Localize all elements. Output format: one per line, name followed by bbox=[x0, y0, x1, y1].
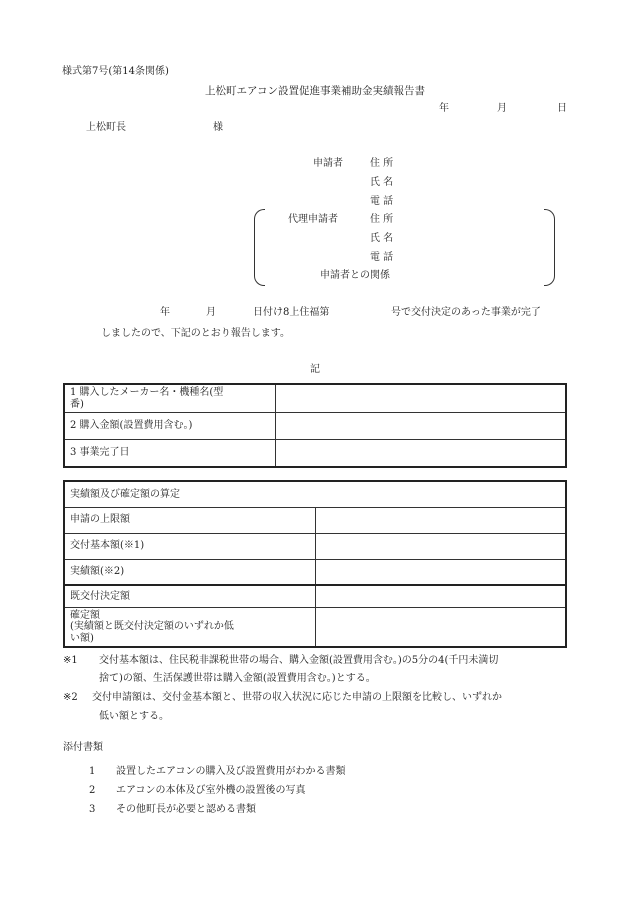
note-text: 低い額とする。 bbox=[99, 711, 169, 722]
bracket-right bbox=[544, 209, 555, 286]
note-text: 捨て)の額、生活保護世帯は購入金額(設置費用含む。)とする。 bbox=[99, 673, 376, 684]
purchase-amount-label: 2 購入金額(設置費用含む。) bbox=[64, 413, 276, 440]
decided-amount-label: 既交付決定額 bbox=[64, 585, 315, 607]
date-month-label: 月 bbox=[497, 103, 507, 114]
applicant-address-label: 住 所 bbox=[370, 158, 394, 169]
report-line2: しましたので、下記のとおり報告します。 bbox=[101, 328, 290, 339]
base-amount-value[interactable] bbox=[315, 533, 566, 559]
cap-amount-label: 申請の上限額 bbox=[64, 507, 315, 533]
attachment-number: 1 bbox=[89, 766, 96, 777]
table-row bbox=[64, 533, 566, 559]
proxy-label: 代理申請者 bbox=[288, 214, 338, 225]
completion-date-label: 3 事業完了日 bbox=[64, 440, 276, 467]
purchase-maker-value[interactable] bbox=[276, 384, 567, 413]
decided-amount-value[interactable] bbox=[315, 585, 566, 607]
applicant-phone-label: 電 話 bbox=[370, 196, 394, 207]
note-text: 交付基本額は、住民税非課税世帯の場合、購入金額(設置費用含む。)の5分の4(千円未満切 bbox=[99, 655, 499, 666]
attachments-title: 添付書類 bbox=[63, 742, 103, 753]
table-row bbox=[64, 585, 566, 607]
proxy-name-label: 氏 名 bbox=[370, 233, 394, 244]
report-month: 月 bbox=[206, 307, 216, 318]
table-row bbox=[64, 384, 566, 413]
completion-date-value[interactable] bbox=[276, 440, 567, 467]
cell-line: (実績額と既交付決定額のいずれか低 bbox=[70, 621, 234, 632]
purchase-amount-value[interactable] bbox=[276, 413, 567, 440]
attachment-text: エアコンの本体及び室外機の設置後の写真 bbox=[116, 785, 306, 796]
actual-amount-value[interactable] bbox=[315, 559, 566, 585]
attachment-text: その他町長が必要と認める書類 bbox=[116, 804, 256, 815]
applicant-name-label: 氏 名 bbox=[370, 177, 394, 188]
attachment-text: 設置したエアコンの購入及び設置費用がわかる書類 bbox=[116, 766, 346, 777]
date-year-label: 年 bbox=[439, 103, 449, 114]
table-row bbox=[64, 481, 566, 507]
table-row bbox=[64, 440, 566, 467]
attachment-number: 2 bbox=[89, 785, 96, 796]
actual-amount-label: 実績額(※2) bbox=[64, 559, 315, 585]
cap-amount-value[interactable] bbox=[315, 507, 566, 533]
document-title: 上松町エアコン設置促進事業補助金実績報告書 bbox=[205, 85, 425, 97]
cell-line: 確定額 bbox=[70, 609, 100, 621]
table-row bbox=[64, 507, 566, 533]
calculation-header: 実績額及び確定額の算定 bbox=[64, 481, 566, 507]
table-row bbox=[64, 607, 566, 647]
note-text: 交付申請額は、交付金基本額と、世帯の収入状況に応じた申請の上限額を比較し、いずれか bbox=[92, 692, 502, 703]
proxy-address-label: 住 所 bbox=[370, 214, 394, 225]
form-number: 様式第7号(第14条関係) bbox=[62, 66, 169, 77]
cell-line: 番) bbox=[70, 398, 84, 410]
note-mark: ※2 bbox=[63, 692, 78, 703]
ki-heading: 記 bbox=[310, 364, 320, 375]
applicant-label: 申請者 bbox=[313, 158, 343, 169]
date-day-label: 日 bbox=[557, 103, 567, 114]
cell-line: 1 購入したメーカー名・機種名(型 bbox=[70, 387, 224, 398]
honorific: 様 bbox=[213, 122, 223, 133]
note-mark: ※1 bbox=[63, 655, 78, 666]
bracket-left bbox=[254, 209, 265, 286]
report-continuation: 号で交付決定のあった事業が完了 bbox=[391, 307, 541, 318]
final-amount-value[interactable] bbox=[315, 607, 566, 647]
calculation-table bbox=[63, 480, 567, 648]
relation-label: 申請者との関係 bbox=[320, 270, 390, 281]
base-amount-label: 交付基本額(※1) bbox=[64, 533, 315, 559]
purchase-table bbox=[63, 383, 567, 468]
report-date-ref: 日付け8上住福第 bbox=[253, 307, 330, 318]
table-row bbox=[64, 559, 566, 585]
addressee: 上松町長 bbox=[86, 122, 126, 133]
purchase-maker-label bbox=[64, 384, 276, 413]
proxy-phone-label: 電 話 bbox=[370, 252, 394, 263]
table-row bbox=[64, 413, 566, 440]
attachment-number: 3 bbox=[89, 804, 96, 815]
cell-line: い額) bbox=[70, 632, 94, 644]
final-amount-label bbox=[64, 607, 315, 647]
report-year: 年 bbox=[160, 307, 170, 318]
